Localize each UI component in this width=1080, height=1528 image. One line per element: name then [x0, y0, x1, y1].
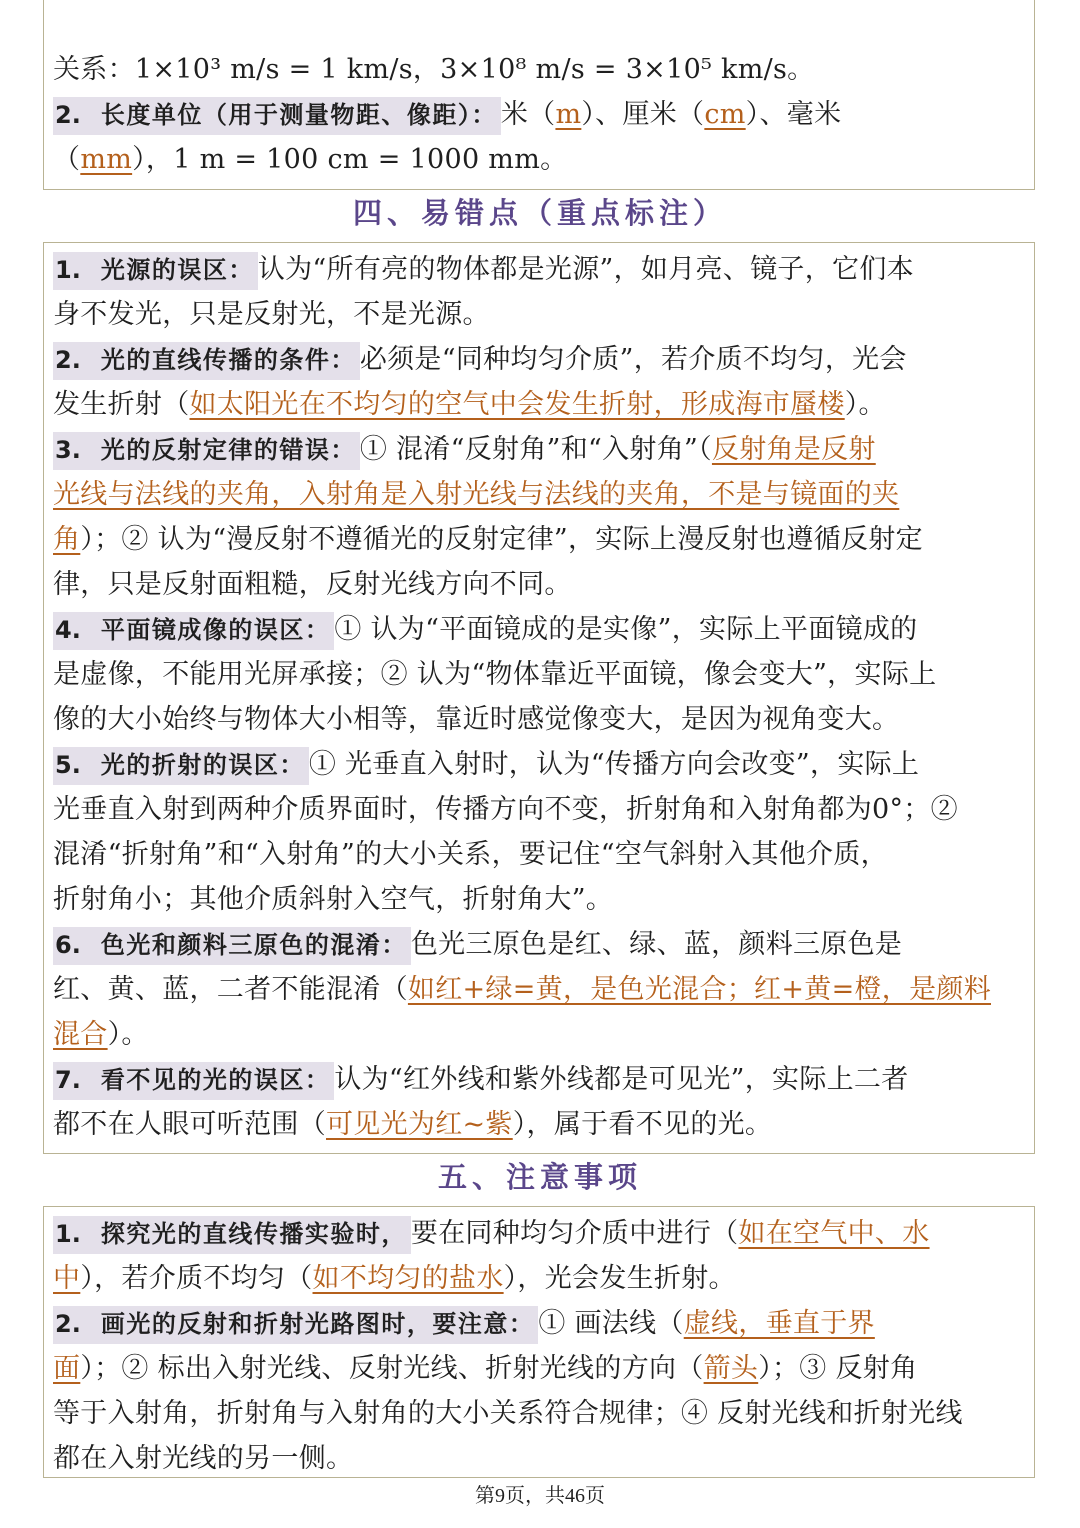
item-straight-propagation: 2. 光的直线传播的条件： 必须是“同种均匀介质”，若介质不均匀，光会 发生折射（如太阳光在不均匀的空气中会发生折射，形成海市蜃楼）。 — [53, 344, 907, 420]
item-label: 5. 光的折射的误区： — [53, 747, 309, 785]
section5-box — [43, 1206, 1035, 1478]
item-reflection-law: 3. 光的反射定律的错误： ① 混淆“反射角”和“入射角”（反射角是反射 光线与法线的夹角，入射角是入射光线与法线的夹角，不是与镜面的夹 角）；② 认为“漫反射不遵循光的反射定律”，实际上漫反射也遵循反射定 律，只是反射面粗糙，反射光线方向不同。 — [53, 434, 923, 600]
item-label: 2. 光的直线传播的条件： — [53, 342, 360, 380]
item-label: 3. 光的反射定律的错误： — [53, 432, 360, 470]
item-label: 1. 探究光的直线传播实验时， — [53, 1216, 411, 1254]
section3-box — [43, 0, 1035, 190]
text-line: （mm），1 m = 100 cm = 1000 mm。 — [53, 144, 568, 175]
page-number: 第9页，共46页 — [475, 1485, 605, 1507]
item-plane-mirror: 4. 平面镜成像的误区： ① 认为“平面镜成的是实像”，实际上平面镜成的 是虚像，不能用光屏承接；② 认为“物体靠近平面镜，像会变大”，实际上 像的大小始终与物体大小相等，靠近时感觉像变大，是因为视角变大。 — [53, 614, 937, 735]
item-primary-colors: 6. 色光和颜料三原色的混淆： 色光三原色是红、绿、蓝，颜料三原色是 红、黄、蓝，二者不能混淆（如红+绿=黄，是色光混合；红+黄=橙，是颜料 混合）。 — [53, 929, 991, 1050]
item-light-source: 1. 光源的误区： 认为“所有亮的物体都是光源”，如月亮、镜子，它们本 身不发光，只是反射光，不是光源。 — [53, 254, 914, 330]
item-label: 1. 光源的误区： — [53, 252, 258, 290]
item-ray-diagram: 2. 画光的反射和折射光路图时，要注意： ① 画法线（虚线，垂直于界 面）；② 标出入射光线、反射光线、折射光线的方向（箭头）；③ 反射角 等于入射角，折射角与入射角的大小关系符合规律；④ 反射光线和折射光线 都在入射光线的另一侧。 — [53, 1308, 963, 1474]
units-relation-text: 关系：1×10³ m/s = 1 km/s，3×10⁸ m/s = 3×10⁵ km/s。 — [53, 54, 815, 85]
item-label: 2. 画光的反射和折射光路图时，要注意： — [53, 1306, 538, 1344]
section-heading: 四、易错点（重点标注） — [352, 196, 727, 230]
item-label: 7. 看不见的光的误区： — [53, 1062, 334, 1100]
item-label: 6. 色光和颜料三原色的混淆： — [53, 927, 411, 965]
item-label: 2. 长度单位（用于测量物距、像距）： — [53, 97, 501, 135]
section4-box — [43, 242, 1035, 1154]
section-heading: 五、注意事项 — [437, 1160, 642, 1194]
text-line — [53, 47, 814, 92]
item-label: 4. 平面镜成像的误区： — [53, 612, 334, 650]
item-invisible-light: 7. 看不见的光的误区： 认为“红外线和紫外线都是可见光”，实际上二者 都不在人眼可听范围（可见光为红~紫），属于看不见的光。 — [53, 1064, 909, 1140]
item-refraction: 5. 光的折射的误区： ① 光垂直入射时，认为“传播方向会改变”，实际上 光垂直入射到两种介质界面时，传播方向不变，折射角和入射角都为0°；② 混淆“折射角”和“入射角”的大小关系，要记住“空气斜射入其他介质， 折射角小；其他介质斜射入空气，折射角大”。 — [53, 749, 958, 915]
item-experiment: 1. 探究光的直线传播实验时， 要在同种均匀介质中进行（如在空气中、水 中），若介质不均匀（如不均匀的盐水），光会发生折射。 — [53, 1218, 930, 1294]
item-length-units: 2. 长度单位（用于测量物距、像距）： 米（m）、厘米（cm）、毫米 — [53, 92, 841, 137]
